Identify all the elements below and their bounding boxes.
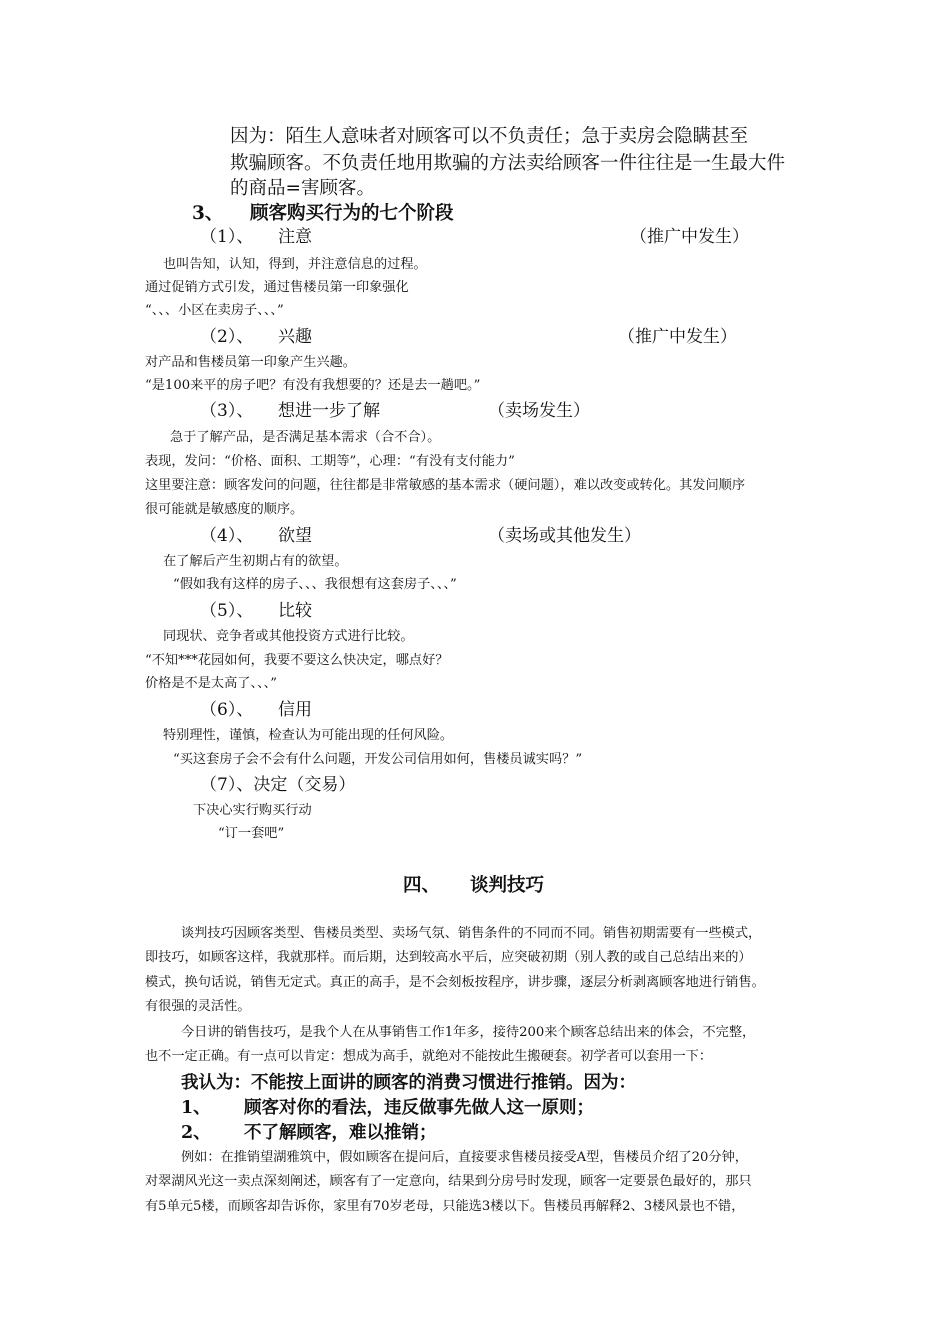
- stage-3-where: （卖场发生）: [488, 401, 590, 421]
- stage-1-number: （1）、: [200, 227, 254, 247]
- reason-2-number: 2、: [181, 1123, 211, 1143]
- example-line-2: 对翠湖风光这一卖点深刻阐述，顾客有了一定意向，结果到分房号时发现，顾客一定要景色最好的，那只: [145, 1174, 752, 1189]
- reason-1-number: 1、: [181, 1098, 211, 1118]
- section-3-number: 3、: [192, 203, 224, 224]
- stage-6-name: 信用: [278, 700, 312, 720]
- stage-4-line-2: “假如我有这样的房子、、、我很想有这套房子、、、”: [173, 577, 457, 592]
- stage-3-line-3: 这里要注意：顾客发问的问题，往往都是非常敏感的基本需求（硬问题），难以改变或转化。其发问顺序: [145, 478, 746, 493]
- para-2-line-2: 也不一定正确。有一点可以肯定：想成为高手，就绝对不能按此生搬硬套。初学者可以套用一下：: [145, 1049, 713, 1064]
- stage-1-line-2: 通过促销方式引发，通过售楼员第一印象强化: [145, 280, 409, 295]
- stage-5-number: （5）、: [200, 601, 254, 621]
- opinion-heading: 我认为：不能按上面讲的顾客的消费习惯进行推销。因为：: [181, 1073, 636, 1093]
- stage-2-line-1: 对产品和售楼员第一印象产生兴趣。: [145, 355, 356, 370]
- stage-6-line-1: 特别理性，谨慎，检查认为可能出现的任何风险。: [163, 728, 454, 743]
- stage-6-line-2: “买这套房子会不会有什么问题，开发公司信用如何，售楼员诚实吗？”: [173, 752, 583, 767]
- stage-7-line-1: 下决心实行购买行动: [193, 803, 312, 818]
- stage-2-name: 兴趣: [278, 327, 312, 347]
- para-1-line-2: 即技巧，如顾客这样，我就那样。而后期，达到较高水平后，应突破初期（别人教的或自己总结出来的）: [145, 950, 752, 965]
- section-3-title: 顾客购买行为的七个阶段: [250, 203, 454, 224]
- stage-5-line-2: “不知***花园如何，我要不要这么快决定，哪点好？: [145, 653, 449, 668]
- stage-3-name: 想进一步了解: [278, 401, 380, 421]
- stage-1-where: （推广中发生）: [630, 227, 749, 247]
- stage-1-line-1: 也叫告知，认知，得到，并注意信息的过程。: [163, 257, 427, 272]
- para-1-line-1: 谈判技巧因顾客类型、售楼员类型、卖场气氛、销售条件的不同而不同。销售初期需要有一些模式，: [181, 926, 762, 941]
- stage-7-line-2: “订一套吧”: [218, 826, 285, 841]
- stage-4-line-1: 在了解后产生初期占有的欲望。: [163, 554, 348, 569]
- stage-6-number: （6）、: [200, 700, 254, 720]
- stage-2-where: （推广中发生）: [618, 327, 737, 347]
- reason-1-text: 顾客对你的看法，违反做事先做人这一原则；: [244, 1098, 594, 1118]
- stage-3-line-2: 表现，发问：“价格、面积、工期等”，心理：“有没有支付能力”: [145, 454, 515, 469]
- stage-5-name: 比较: [278, 601, 312, 621]
- stage-3-number: （3）、: [200, 401, 254, 421]
- stage-5-line-3: 价格是不是太高了、、、”: [145, 676, 278, 691]
- para-2-line-1: 今日讲的销售技巧，是我个人在从事销售工作1年多，接待200来个顾客总结出来的体会，不完整，: [181, 1025, 756, 1040]
- para-1-line-4: 有很强的灵活性。: [145, 999, 251, 1014]
- reason-2-text: 不了解顾客，难以推销；: [244, 1123, 437, 1143]
- example-line-1: 例如：在推销望湖雅筑中，假如顾客在提问后，直接要求售楼员接受A型，售楼员介绍了20分钟，: [181, 1150, 748, 1165]
- stage-2-line-2: “是100来平的房子吧？有没有我想要的？还是去一趟吧。”: [145, 378, 481, 393]
- stage-1-line-3: “、、、小区在卖房子、、、”: [145, 303, 284, 318]
- stage-5-line-1: 同现状、竞争者或其他投资方式进行比较。: [163, 629, 414, 644]
- stage-3-line-1: 急于了解产品，是否满足基本需求（合不合）。: [170, 430, 441, 445]
- stage-4-number: （4）、: [200, 526, 254, 546]
- stage-2-number: （2）、: [200, 327, 254, 347]
- stage-1-name: 注意: [278, 227, 312, 247]
- example-line-3: 有5单元5楼，而顾客却告诉你，家里有70岁老母，只能选3楼以下。售楼员再解释2、3楼风景也不错，: [145, 1199, 745, 1214]
- intro-line-2: 欺骗顾客。不负责任地用欺骗的方法卖给顾客一件往往是一生最大件: [230, 153, 786, 174]
- para-1-line-3: 模式，换句话说，销售无定式。真正的高手，是不会刻板按程序，讲步骤，逐层分析剥离顾客地进行销售。: [145, 975, 765, 990]
- stage-7-heading: （7）、决定（交易）: [200, 775, 356, 795]
- section-4-number: 四、: [403, 875, 441, 896]
- stage-4-where: （卖场或其他发生）: [488, 526, 641, 546]
- intro-line-1: 因为：陌生人意味者对顾客可以不负责任；急于卖房会隐瞒甚至: [230, 126, 749, 147]
- stage-4-name: 欲望: [278, 526, 312, 546]
- stage-3-line-4: 很可能就是敏感度的顺序。: [145, 502, 304, 517]
- intro-line-3: 的商品=害顾客。: [230, 178, 376, 199]
- section-4-title: 谈判技巧: [470, 875, 545, 896]
